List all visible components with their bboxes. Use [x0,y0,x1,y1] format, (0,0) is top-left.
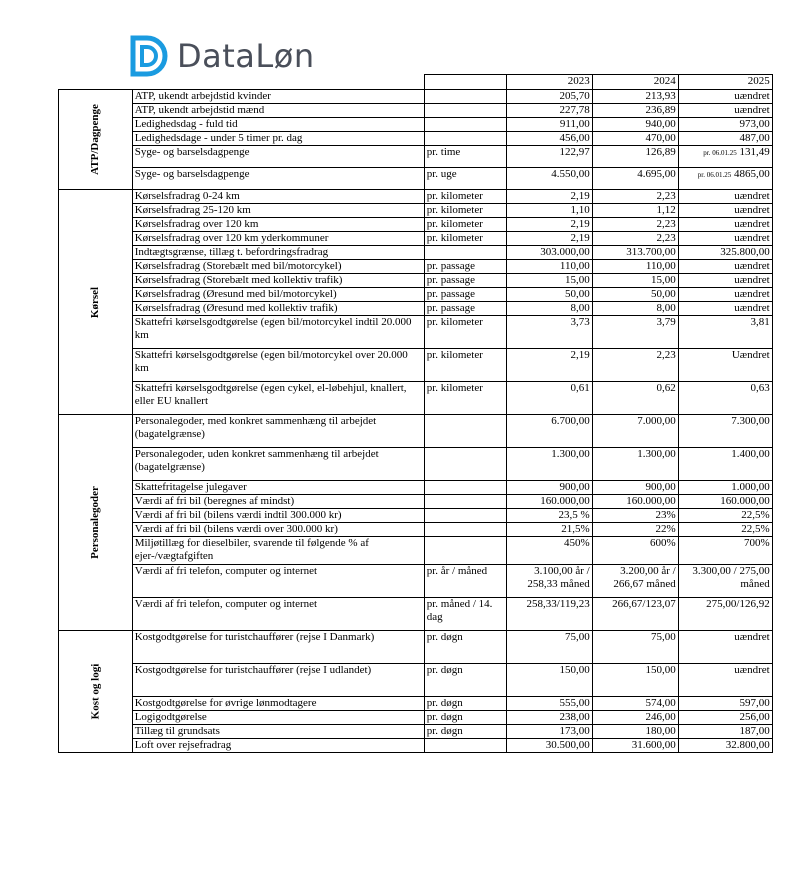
row-unit [424,537,506,565]
row-unit: pr. kilometer [424,382,506,415]
value-2025: uændret [678,302,772,316]
row-unit: pr. passage [424,288,506,302]
value-2025: 32.800,00 [678,739,772,753]
value-2025: 0,63 [678,382,772,415]
row-label: Kostgodtgørelse for turistchauffører (rejse I Danmark) [132,631,424,664]
row-unit [424,509,506,523]
row-label: Indtægtsgrænse, tillæg t. befordringsfradrag [132,246,424,260]
rates-table [58,74,773,753]
table-row [59,448,773,481]
row-unit [424,739,506,753]
value-2024: 3,79 [592,316,678,349]
value-2023: 8,00 [506,302,592,316]
table-row [59,274,773,288]
row-unit: pr. år / måned [424,565,506,598]
value-2025: 187,00 [678,725,772,739]
value-2024: 160.000,00 [592,495,678,509]
value-2025: 3.300,00 / 275,00 måned [678,565,772,598]
table-row [59,697,773,711]
value-2023: 160.000,00 [506,495,592,509]
value-2025: 325.800,00 [678,246,772,260]
row-unit: pr. døgn [424,725,506,739]
row-label: Værdi af fri bil (bilens værdi over 300.000 kr) [132,523,424,537]
value-2025 [678,146,772,168]
row-unit: pr. time [424,146,506,168]
value-2023: 1,10 [506,204,592,218]
row-unit: pr. kilometer [424,349,506,382]
row-label: Kørselsfradrag 25-120 km [132,204,424,218]
value-2024: 126,89 [592,146,678,168]
table-row [59,565,773,598]
brand-name: DataLøn [177,37,315,75]
value-2024: 1,12 [592,204,678,218]
value-2023: 21,5% [506,523,592,537]
value-2024: 470,00 [592,132,678,146]
row-label: Kørselsfradrag (Øresund med kollektiv trafik) [132,302,424,316]
value-2024: 213,93 [592,90,678,104]
value-2023: 50,00 [506,288,592,302]
section-label [59,415,133,631]
row-label: Syge- og barselsdagpenge [132,146,424,168]
year-2023-header: 2023 [506,75,592,90]
value-2025: Uændret [678,349,772,382]
row-unit: pr. kilometer [424,190,506,204]
value-2023: 30.500,00 [506,739,592,753]
table-row [59,118,773,132]
row-label: Værdi af fri bil (bilens værdi indtil 300.000 kr) [132,509,424,523]
row-unit [424,523,506,537]
value-2024: 150,00 [592,664,678,697]
row-label: Personalegoder, med konkret sammenhæng til arbejdet (bagatelgrænse) [132,415,424,448]
table-row [59,218,773,232]
value-2024: 246,00 [592,711,678,725]
value-2024: 0,62 [592,382,678,415]
value-2025: 22,5% [678,523,772,537]
datalon-logo [129,34,315,78]
year-2024-header: 2024 [592,75,678,90]
row-label: Personalegoder, uden konkret sammenhæng til arbejdet (bagatelgrænse) [132,448,424,481]
table-row [59,288,773,302]
value-2024: 110,00 [592,260,678,274]
value-2025: uændret [678,288,772,302]
value-2024: 574,00 [592,697,678,711]
value-2025: 1.000,00 [678,481,772,495]
value-2025: uændret [678,190,772,204]
value-2025: 256,00 [678,711,772,725]
value-2025-note: pr. 06.01.25 [703,149,737,157]
value-2023: 227,78 [506,104,592,118]
row-label: ATP, ukendt arbejdstid kvinder [132,90,424,104]
row-label: Skattefri kørselsgodtgørelse (egen bil/motorcykel indtil 20.000 km [132,316,424,349]
value-2024: 22% [592,523,678,537]
datalon-logo-icon [129,34,169,78]
row-unit: pr. passage [424,302,506,316]
value-2023: 2,19 [506,349,592,382]
value-2025: 597,00 [678,697,772,711]
row-unit [424,415,506,448]
value-2023: 450% [506,537,592,565]
value-2024: 15,00 [592,274,678,288]
header-unit-cell [424,75,506,90]
value-2023: 15,00 [506,274,592,288]
value-2025: 1.400,00 [678,448,772,481]
table-row [59,232,773,246]
value-2024: 180,00 [592,725,678,739]
row-label: Miljøtillæg for dieselbiler, svarende til følgende % af ejer-/vægtafgiften [132,537,424,565]
table-row [59,90,773,104]
row-label: Kørselsfradrag (Øresund med bil/motorcykel) [132,288,424,302]
value-2024: 23% [592,509,678,523]
value-2025: 973,00 [678,118,772,132]
value-2023: 110,00 [506,260,592,274]
table-row [59,349,773,382]
value-2023: 258,33/119,23 [506,598,592,631]
value-2023: 23,5 % [506,509,592,523]
table-row [59,415,773,448]
row-unit [424,481,506,495]
value-2024: 75,00 [592,631,678,664]
value-2024: 236,89 [592,104,678,118]
value-2024: 900,00 [592,481,678,495]
section-name: Kørsel [88,286,101,318]
value-2025: 160.000,00 [678,495,772,509]
table-row [59,537,773,565]
value-2023: 2,19 [506,190,592,204]
value-2024: 266,67/123,07 [592,598,678,631]
value-2023: 150,00 [506,664,592,697]
table-row [59,495,773,509]
value-2023: 3,73 [506,316,592,349]
value-2025: uændret [678,204,772,218]
value-2023: 2,19 [506,218,592,232]
row-label: Kostgodtgørelse for øvrige lønmodtagere [132,697,424,711]
row-unit: pr. måned / 14. dag [424,598,506,631]
row-unit [424,495,506,509]
row-label: Værdi af fri telefon, computer og internet [132,598,424,631]
value-2023: 3.100,00 år / 258,33 måned [506,565,592,598]
value-2025: 275,00/126,92 [678,598,772,631]
row-label: Skattefritagelse julegaver [132,481,424,495]
row-label: Værdi af fri telefon, computer og internet [132,565,424,598]
value-2023: 555,00 [506,697,592,711]
row-unit: pr. døgn [424,711,506,725]
section-label [59,90,133,190]
table-row [59,260,773,274]
value-2025: 3,81 [678,316,772,349]
table-row [59,246,773,260]
table-row [59,132,773,146]
value-2023: 4.550,00 [506,168,592,190]
row-unit [424,132,506,146]
table-row [59,316,773,349]
table-row [59,104,773,118]
row-label: Kørselsfradrag (Storebælt med bil/motorcykel) [132,260,424,274]
table-row [59,190,773,204]
table-row [59,711,773,725]
row-label: Logigodtgørelse [132,711,424,725]
row-label: Ledighedsdag - fuld tid [132,118,424,132]
year-2025-header: 2025 [678,75,772,90]
row-unit [424,246,506,260]
value-2023: 911,00 [506,118,592,132]
value-2023: 122,97 [506,146,592,168]
value-2023: 173,00 [506,725,592,739]
value-2024: 31.600,00 [592,739,678,753]
row-label: ATP, ukendt arbejdstid mænd [132,104,424,118]
value-2025 [678,168,772,190]
table-row [59,204,773,218]
row-unit: pr. kilometer [424,316,506,349]
table-row [59,382,773,415]
value-2024: 2,23 [592,232,678,246]
row-label: Kørselsfradrag over 120 km yderkommuner [132,232,424,246]
row-label: Værdi af fri bil (beregnes af mindst) [132,495,424,509]
row-label: Skattefri kørselsgodtgørelse (egen bil/motorcykel over 20.000 km [132,349,424,382]
year-header-row [59,75,773,90]
value-2023: 0,61 [506,382,592,415]
value-2023: 75,00 [506,631,592,664]
section-label [59,190,133,415]
row-unit: pr. kilometer [424,204,506,218]
row-unit: pr. kilometer [424,218,506,232]
row-label: Ledighedsdage - under 5 timer pr. dag [132,132,424,146]
value-2025: uændret [678,218,772,232]
value-2024: 8,00 [592,302,678,316]
value-2024: 940,00 [592,118,678,132]
value-2025: 700% [678,537,772,565]
row-label: Skattefri kørselsgodtgørelse (egen cykel, el-løbehjul, knallert, eller EU knallert [132,382,424,415]
value-2024: 2,23 [592,349,678,382]
table-row [59,481,773,495]
section-label [59,631,133,753]
table-row [59,168,773,190]
value-2024: 600% [592,537,678,565]
row-label: Kørselsfradrag 0-24 km [132,190,424,204]
row-unit [424,118,506,132]
value-2025-amount: 4865,00 [733,168,770,180]
row-unit: pr. døgn [424,697,506,711]
section-name: Personalegoder [88,486,101,559]
table-row [59,146,773,168]
value-2025-amount: 131,49 [739,146,770,158]
value-2025: 22,5% [678,509,772,523]
value-2023: 1.300,00 [506,448,592,481]
value-2024: 313.700,00 [592,246,678,260]
value-2024: 2,23 [592,218,678,232]
row-label: Loft over rejsefradrag [132,739,424,753]
row-label: Syge- og barselsdagpenge [132,168,424,190]
row-label: Kørselsfradrag over 120 km [132,218,424,232]
value-2024: 3.200,00 år / 266,67 måned [592,565,678,598]
row-unit: pr. passage [424,274,506,288]
value-2023: 238,00 [506,711,592,725]
section-name: Kost og logi [88,663,101,720]
row-label: Tillæg til grundsats [132,725,424,739]
row-unit [424,448,506,481]
table-row [59,598,773,631]
table-row [59,523,773,537]
row-unit: pr. kilometer [424,232,506,246]
value-2023: 2,19 [506,232,592,246]
row-unit: pr. døgn [424,664,506,697]
row-unit: pr. uge [424,168,506,190]
value-2025: uændret [678,90,772,104]
value-2024: 50,00 [592,288,678,302]
value-2024: 1.300,00 [592,448,678,481]
value-2023: 303.000,00 [506,246,592,260]
table-row [59,509,773,523]
value-2024: 4.695,00 [592,168,678,190]
value-2024: 2,23 [592,190,678,204]
value-2025: 487,00 [678,132,772,146]
table-row [59,302,773,316]
value-2025: uændret [678,664,772,697]
value-2025: uændret [678,260,772,274]
table-row [59,725,773,739]
row-label: Kørselsfradrag (Storebælt med kollektiv trafik) [132,274,424,288]
value-2024: 7.000,00 [592,415,678,448]
value-2023: 900,00 [506,481,592,495]
section-name: ATP/Dagpenge [88,104,101,175]
table-row [59,631,773,664]
row-unit [424,90,506,104]
row-unit [424,104,506,118]
value-2025: 7.300,00 [678,415,772,448]
value-2025: uændret [678,104,772,118]
value-2025: uændret [678,232,772,246]
value-2023: 456,00 [506,132,592,146]
table-row [59,664,773,697]
value-2023: 6.700,00 [506,415,592,448]
row-unit: pr. passage [424,260,506,274]
value-2025: uændret [678,274,772,288]
value-2023: 205,70 [506,90,592,104]
value-2025: uændret [678,631,772,664]
table-row [59,739,773,753]
row-unit: pr. døgn [424,631,506,664]
value-2025-note: pr. 06.01.25 [697,171,732,179]
row-label: Kostgodtgørelse for turistchauffører (rejse I udlandet) [132,664,424,697]
